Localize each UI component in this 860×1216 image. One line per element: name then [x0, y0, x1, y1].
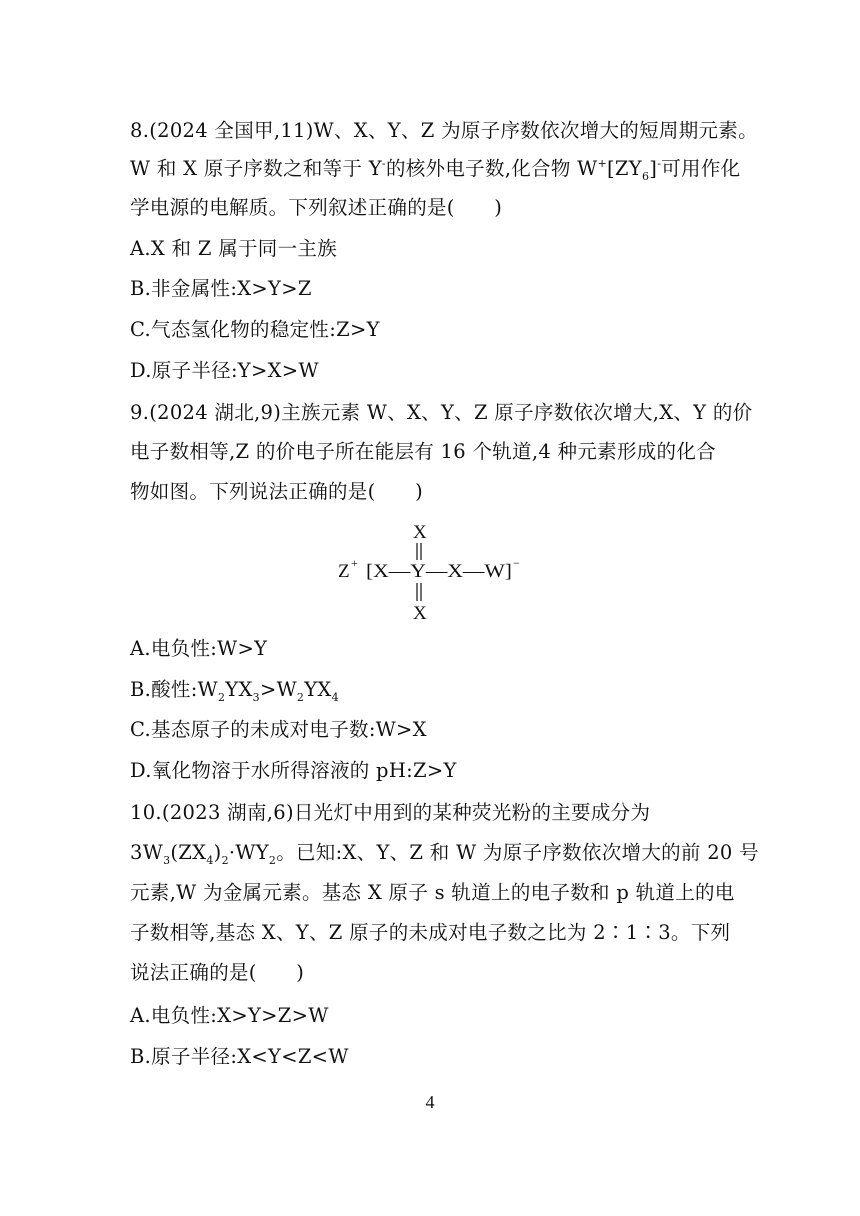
structure-main-chain: [X—Y—X—W]: [366, 561, 512, 582]
subscript: 2: [296, 691, 305, 704]
q10-option-a: A.电负性:X>Y>Z>W: [130, 1004, 329, 1027]
text-run: 3W: [130, 841, 164, 864]
subscript: 6: [641, 170, 650, 183]
q10-line-2: [130, 840, 759, 869]
text-run: 。已知:X、Y、Z 和 W 为原子序数依次增大的前 20 号: [276, 841, 759, 864]
q8-option-c: C.气态氢化物的稳定性:Z>Y: [130, 318, 380, 341]
q9-line-2: 电子数相等,Z 的价电子所在能层有 16 个轨道,4 种元素形成的化合: [130, 440, 716, 463]
text-run: W 和 X 原子序数之和等于 Y: [130, 157, 382, 180]
structure-top-atom: X: [413, 522, 427, 543]
superscript: +: [597, 157, 608, 170]
text-run: ]: [649, 157, 658, 180]
q10-line-5: 说法正确的是( ): [130, 961, 305, 984]
text-run: YX: [225, 678, 253, 701]
text-run: 可用作化: [661, 157, 741, 180]
q9-option-a: A.电负性:W>Y: [130, 637, 268, 660]
text-run: (ZX: [170, 841, 207, 864]
text-run: [ZY: [607, 157, 642, 180]
q10-line-1: 10.(2023 湖南,6)日光灯中用到的某种荧光粉的主要成分为: [130, 801, 651, 824]
subscript: 2: [217, 691, 226, 704]
q9-option-d: D.氧化物溶于水所得溶液的 pH:Z>Y: [130, 759, 457, 782]
q8-line-1: 8.(2024 全国甲,11)W、X、Y、Z 为原子序数依次增大的短周期元素。: [130, 119, 758, 142]
text-run: ): [213, 841, 222, 864]
text-run: >W: [259, 678, 297, 701]
q10-option-b: B.原子半径:X<Y<Z<W: [130, 1045, 349, 1068]
superscript: -: [657, 157, 662, 170]
text-run: YX: [304, 678, 332, 701]
q8-line-3: 学电源的电解质。下列叙述正确的是( ): [130, 196, 503, 219]
chemical-structure-diagram: [330, 515, 540, 625]
subscript: 4: [331, 691, 339, 704]
structure-cation: Z: [338, 561, 350, 582]
subscript: 4: [206, 854, 214, 867]
subscript: 2: [221, 854, 229, 867]
subscript: 3: [163, 854, 171, 867]
q9-line-3: 物如图。下列说法正确的是( ): [130, 480, 424, 503]
q9-option-c: C.基态原子的未成对电子数:W>X: [130, 718, 427, 741]
q10-line-3: 元素,W 为金属元素。基态 X 原子 s 轨道上的电子数和 p 轨道上的电: [130, 881, 735, 904]
structure-anion-charge: −: [513, 556, 520, 570]
text-run: ·WY: [228, 841, 269, 864]
q8-line-2: [130, 156, 740, 185]
q10-line-4: 子数相等,基态 X、Y、Z 原子的未成对电子数之比为 2∶1∶3。下列: [130, 921, 731, 944]
q8-option-b: B.非金属性:X>Y>Z: [130, 277, 312, 300]
structure-cation-charge: +: [351, 556, 358, 570]
subscript: 3: [252, 691, 260, 704]
q8-option-d: D.原子半径:Y>X>W: [130, 359, 319, 382]
q9-line-1: 9.(2024 湖北,9)主族元素 W、X、Y、Z 原子序数依次增大,X、Y 的价: [130, 401, 753, 424]
structure-bottom-atom: X: [413, 603, 427, 624]
q9-option-b: [130, 677, 339, 706]
text-run: B.酸性:W: [130, 678, 218, 701]
subscript: 2: [268, 854, 277, 867]
superscript: -: [381, 157, 386, 170]
page-number: 4: [425, 1092, 435, 1112]
q8-option-a: A.X 和 Z 属于同一主族: [130, 237, 338, 260]
text-run: 的核外电子数,化合物 W: [385, 157, 598, 180]
